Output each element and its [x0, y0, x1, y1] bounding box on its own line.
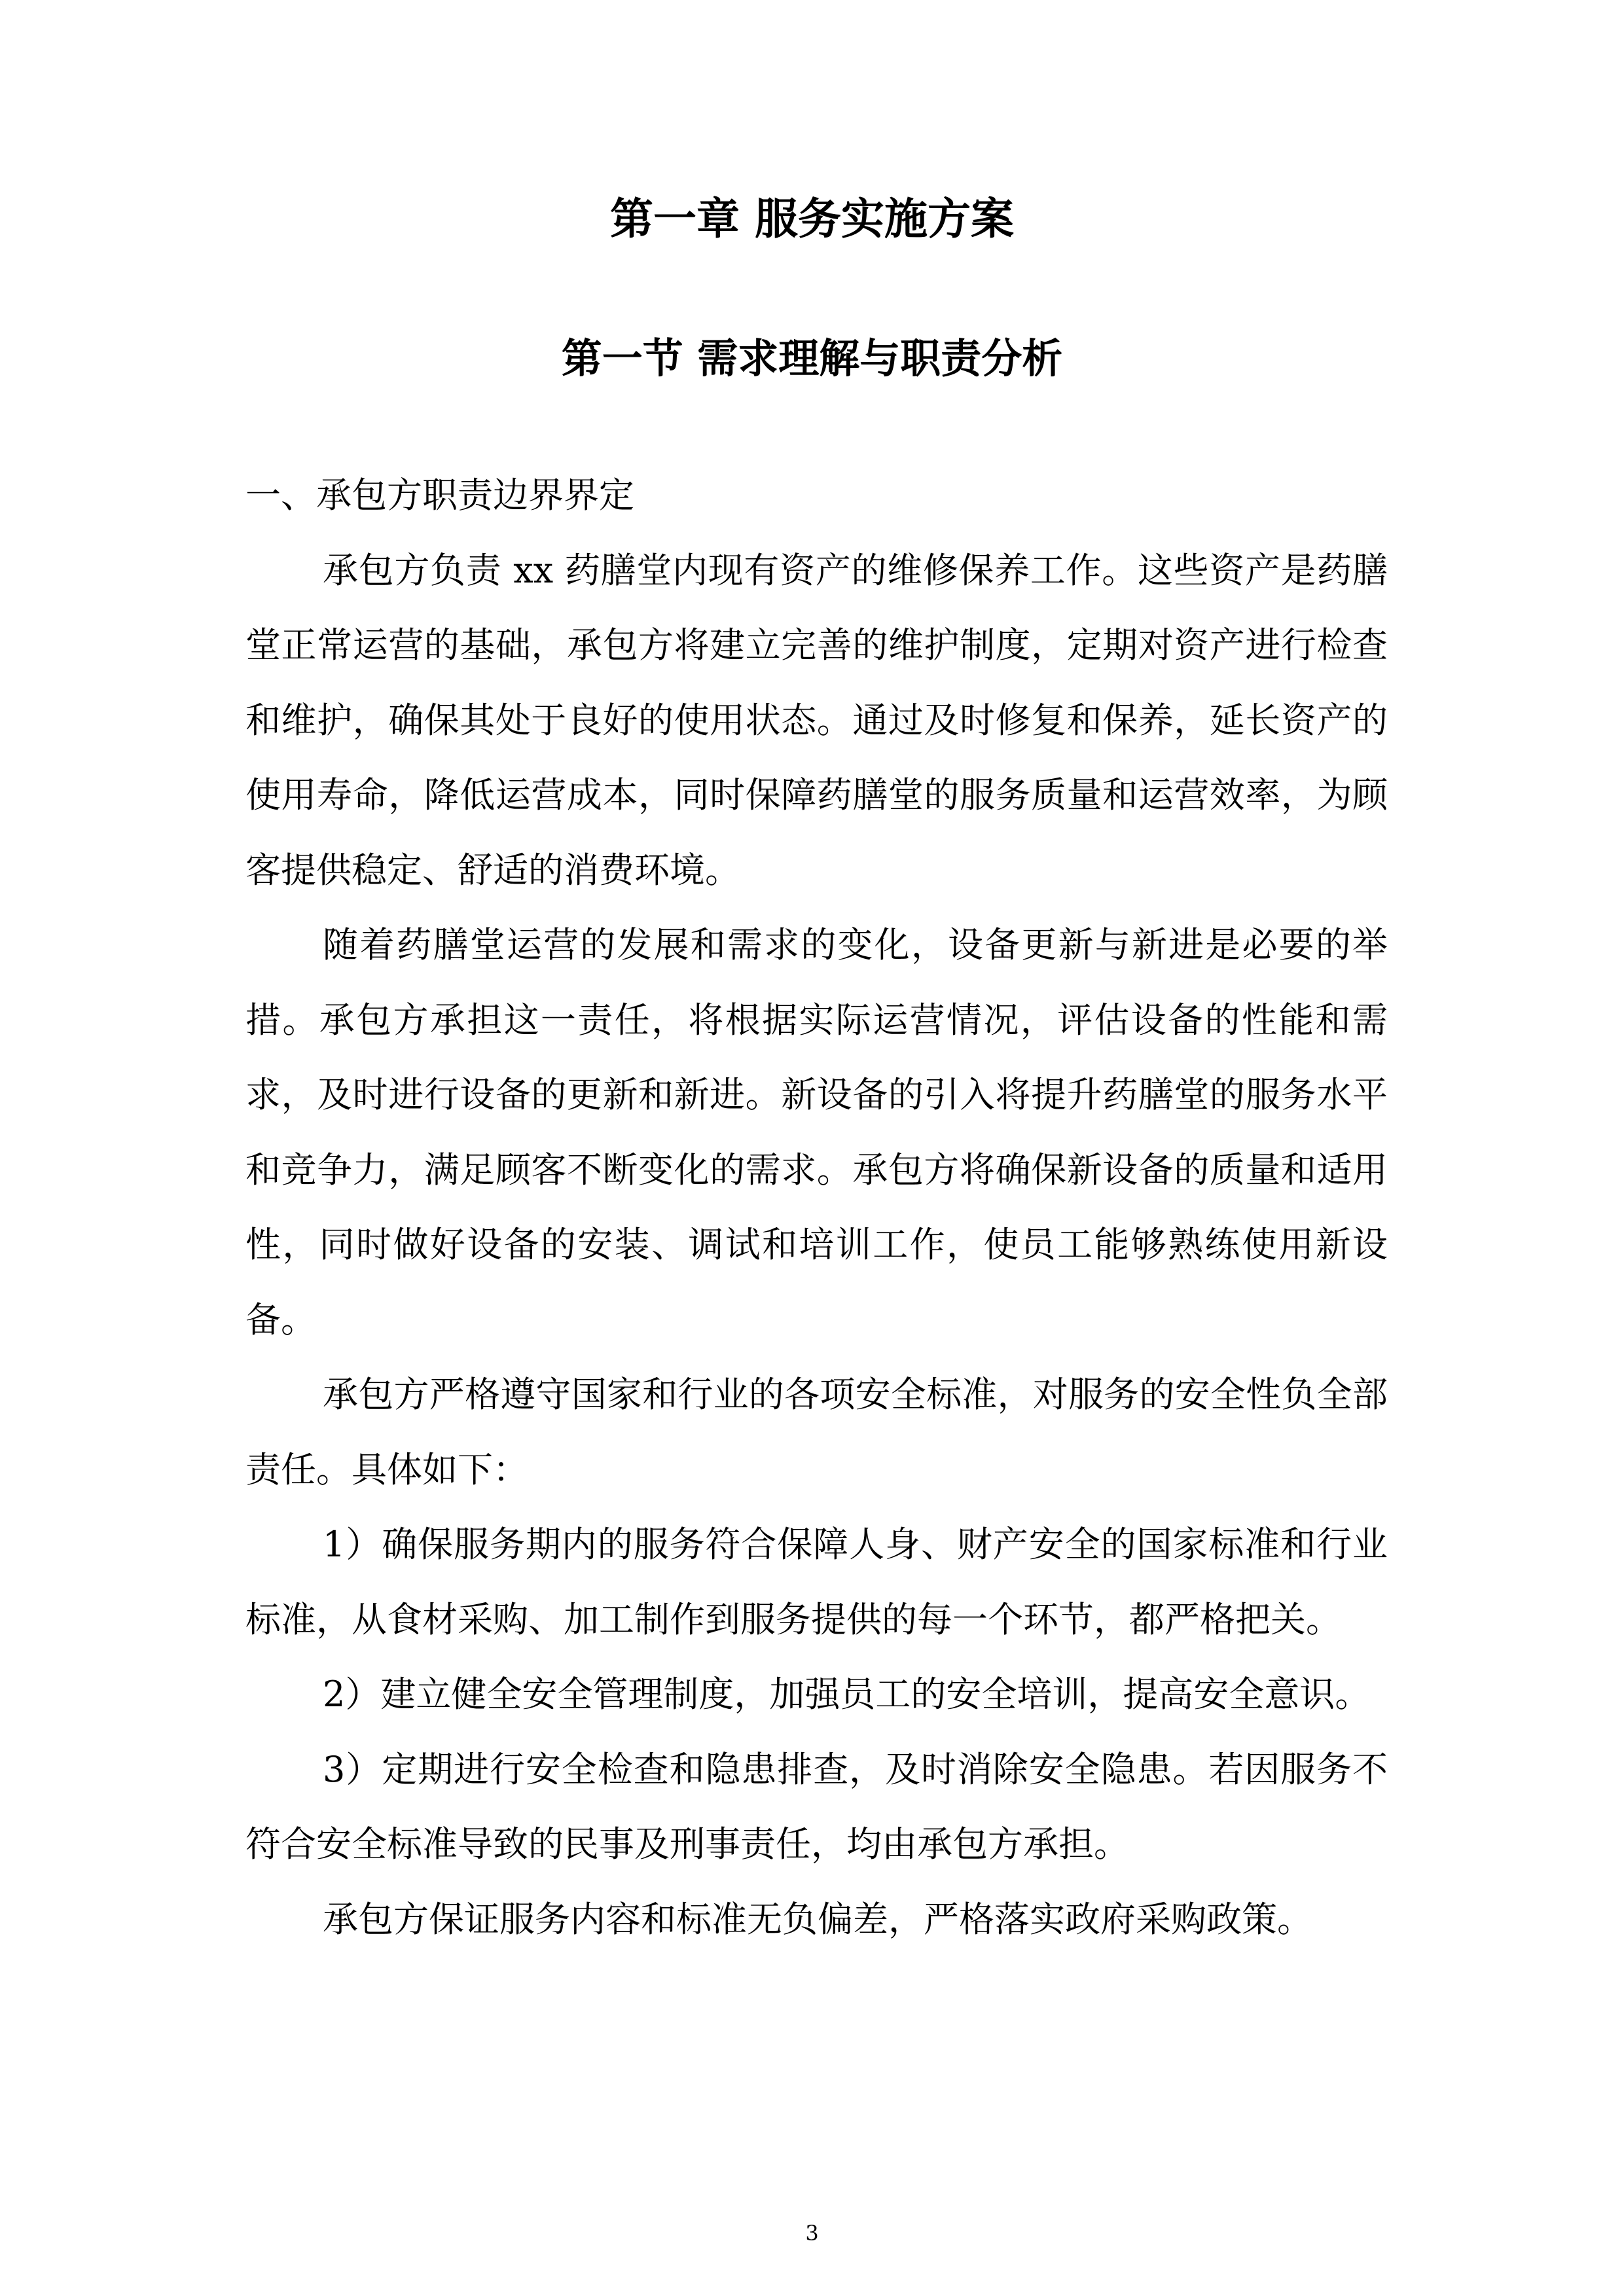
- list-item-1: 1）确保服务期内的服务符合保障人身、财产安全的国家标准和行业标准，从食材采购、加工制作到服务提供的每一个环节，都严格把关。: [245, 1524, 1388, 1640]
- page-number: 3: [805, 2221, 819, 2246]
- body-text: [245, 458, 1388, 1957]
- paragraph-safety-standards: 承包方严格遵守国家和行业的各项安全标准，对服务的安全性负全部责任。具体如下：: [245, 1374, 1388, 1490]
- paragraph-equipment-update: 随着药膳堂运营的发展和需求的变化，设备更新与新进是必要的举措。承包方承担这一责任，将根据实际运营情况，评估设备的性能和需求，及时进行设备的更新和新进。新设备的引入将提升药膳堂的服务水平和竞争力，满足顾客不断变化的需求。承包方将确保新设备的质量和适用性，同时做好设备的安装、调试和培训工作，使员工能够熟练使用新设备。: [245, 924, 1388, 1340]
- subheading: 一、承包方职责边界界定: [245, 475, 634, 516]
- list-item-3: 3）定期进行安全检查和隐患排查，及时消除安全隐患。若因服务不符合安全标准导致的民事及刑事责任，均由承包方承担。: [245, 1748, 1388, 1865]
- paragraph-procurement-policy: 承包方保证服务内容和标准无负偏差，严格落实政府采购政策。: [323, 1898, 1312, 1940]
- list-item-2: 2）建立健全安全管理制度，加强员工的安全培训，提高安全意识。: [323, 1674, 1371, 1715]
- section-title: 第一节 需求理解与职责分析: [561, 334, 1063, 382]
- chapter-title: 第一章 服务实施方案: [610, 194, 1014, 244]
- paragraph-assets-maintenance: 承包方负责 xx 药膳堂内现有资产的维修保养工作。这些资产是药膳堂正常运营的基础，承包方将建立完善的维护制度，定期对资产进行检查和维护，确保其处于良好的使用状态。通过及时修复和保养，延长资产的使用寿命，降低运营成本，同时保障药膳堂的服务质量和运营效率，为顾客提供稳定、舒适的消费环境。: [245, 549, 1388, 891]
